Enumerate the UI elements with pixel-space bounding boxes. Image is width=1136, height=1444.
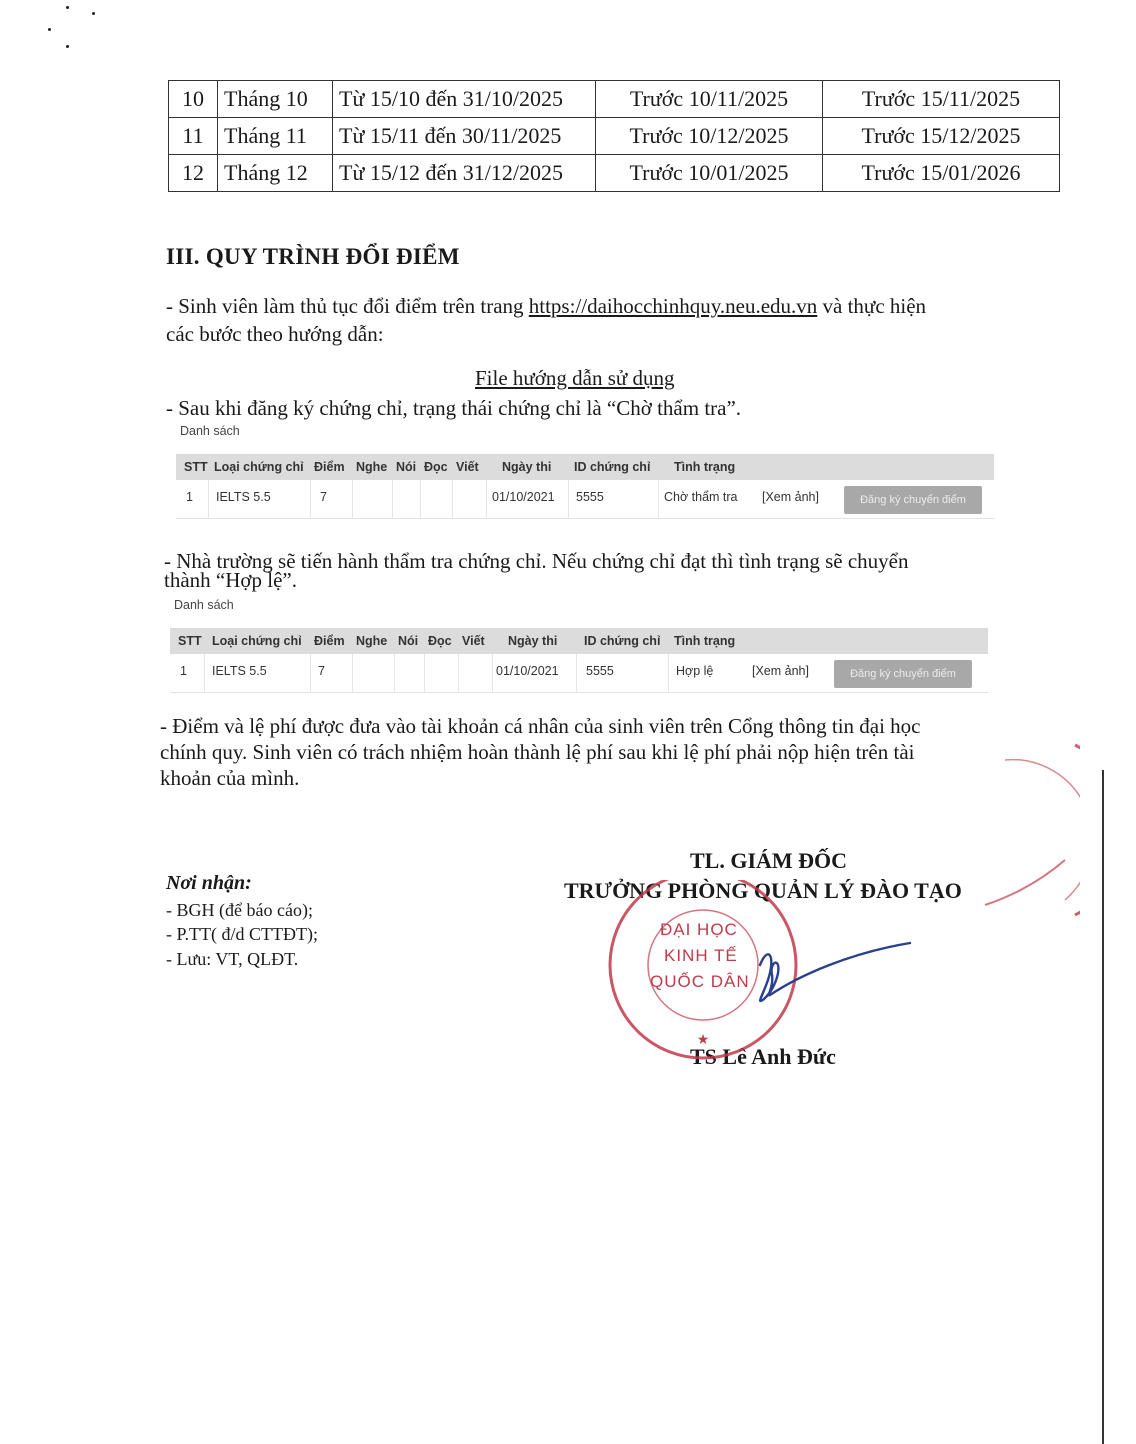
header-stt: STT (178, 634, 202, 648)
row-period: Từ 15/11 đến 30/11/2025 (333, 118, 596, 155)
header-speak: Nói (396, 460, 417, 474)
row-period: Từ 15/12 đến 31/12/2025 (333, 155, 596, 192)
signature-office: TRƯỞNG PHÒNG QUẢN LÝ ĐÀO TẠO (564, 878, 962, 903)
step1-text: - Sinh viên làm thủ tục đổi điểm trên trang (166, 294, 529, 318)
row-number: 10 (169, 81, 218, 118)
header-type: Loại chứng chỉ (212, 634, 302, 648)
cell-date: 01/10/2021 (496, 664, 559, 678)
register-transfer-button[interactable]: Đăng ký chuyển điểm (844, 486, 982, 514)
cell-id: 5555 (586, 664, 614, 678)
scan-speck (92, 12, 95, 15)
header-score: Điểm (314, 634, 345, 648)
cell-type: IELTS 5.5 (216, 490, 271, 504)
list-caption: Danh sách (180, 424, 240, 438)
step1-line1 (166, 292, 926, 320)
register-transfer-button[interactable]: Đăng ký chuyển điểm (834, 660, 972, 688)
row-deadline-1: Trước 10/12/2025 (596, 118, 823, 155)
view-image-link[interactable]: [Xem ảnh] (752, 664, 809, 678)
status-pending-screenshot (176, 424, 996, 528)
row-deadline-2: Trước 15/11/2025 (823, 81, 1060, 118)
recipient-item: - Lưu: VT, QLĐT. (166, 949, 299, 969)
recipient-item: - P.TT( đ/d CTTĐT); (166, 924, 318, 944)
status-valid: Hợp lệ (676, 664, 714, 678)
header-status: Tình trạng (674, 460, 736, 474)
step4-line1: - Điểm và lệ phí được đưa vào tài khoản cá nhân của sinh viên trên Cổng thông tin đại học (160, 714, 921, 738)
header-listen: Nghe (356, 460, 388, 474)
scan-speck (66, 6, 69, 9)
header-read: Đọc (428, 634, 452, 648)
cell-stt: 1 (186, 490, 193, 504)
header-write: Viết (462, 634, 485, 648)
svg-text:★: ★ (696, 1031, 710, 1047)
section-heading: III. QUY TRÌNH ĐỔI ĐIỂM (166, 244, 460, 269)
scan-speck (48, 28, 51, 31)
stamp-line: QUỐC DÂN (650, 972, 750, 991)
row-number: 12 (169, 155, 218, 192)
row-month: Tháng 11 (218, 118, 333, 155)
header-status: Tình trạng (674, 634, 736, 648)
step1-text-after: và thực hiện (817, 294, 927, 318)
signer-name: TS Lê Anh Đức (690, 1044, 836, 1069)
header-id: ID chứng chỉ (574, 460, 651, 474)
table-header (170, 628, 988, 654)
partial-stamp (975, 740, 1080, 920)
table-row (169, 81, 1060, 118)
table-row (176, 480, 994, 519)
header-score: Điểm (314, 460, 345, 474)
scan-speck (66, 45, 69, 48)
row-deadline-2: Trước 15/12/2025 (823, 118, 1060, 155)
cell-score: 7 (318, 664, 325, 678)
portal-link[interactable]: https://daihocchinhquy.neu.edu.vn (528, 294, 818, 318)
stamp-line: ĐẠI HỌC (660, 920, 738, 939)
row-period: Từ 15/10 đến 31/10/2025 (333, 81, 596, 118)
cell-type: IELTS 5.5 (212, 664, 267, 678)
step3-line1: - Nhà trường sẽ tiến hành thẩm tra chứng chỉ. Nếu chứng chỉ đạt thì tình trạng sẽ chuyển (164, 549, 909, 573)
step2-text: - Sau khi đăng ký chứng chỉ, trạng thái chứng chỉ là “Chờ thẩm tra”. (166, 396, 742, 420)
row-number: 11 (169, 118, 218, 155)
header-date: Ngày thi (502, 460, 552, 474)
status-pending: Chờ thẩm tra (664, 490, 738, 504)
signature-title: TL. GIÁM ĐỐC (690, 848, 848, 873)
row-month: Tháng 12 (218, 155, 333, 192)
step4-line3: khoản của mình. (160, 766, 300, 790)
cell-date: 01/10/2021 (492, 490, 555, 504)
view-image-link[interactable]: [Xem ảnh] (762, 490, 819, 504)
step1-line2: các bước theo hướng dẫn: (166, 322, 384, 346)
table-header (176, 454, 994, 480)
header-stt: STT (184, 460, 208, 474)
table-row (169, 155, 1060, 192)
table-row (169, 118, 1060, 155)
schedule-table (168, 80, 1060, 192)
row-month: Tháng 10 (218, 81, 333, 118)
header-type: Loại chứng chỉ (214, 460, 304, 474)
recipient-item: - BGH (để báo cáo); (166, 900, 313, 920)
scan-edge-line (1102, 770, 1104, 1444)
recipients-title: Nơi nhận: (166, 872, 252, 894)
row-deadline-2: Trước 15/01/2026 (823, 155, 1060, 192)
row-deadline-1: Trước 10/01/2025 (596, 155, 823, 192)
cell-id: 5555 (576, 490, 604, 504)
guide-file-link[interactable]: File hướng dẫn sử dụng (475, 366, 675, 390)
table-row (170, 654, 988, 693)
list-caption: Danh sách (174, 598, 234, 612)
header-write: Viết (456, 460, 479, 474)
cell-stt: 1 (180, 664, 187, 678)
header-read: Đọc (424, 460, 448, 474)
stamp-line: KINH TẾ (664, 946, 738, 965)
header-listen: Nghe (356, 634, 388, 648)
header-id: ID chứng chỉ (584, 634, 661, 648)
status-valid-screenshot (170, 598, 990, 702)
step4-line2: chính quy. Sinh viên có trách nhiệm hoàn thành lệ phí sau khi lệ phí phải nộp hiện trên tài (160, 740, 915, 764)
header-speak: Nói (398, 634, 419, 648)
step3-line2: thành “Hợp lệ”. (164, 568, 297, 592)
handwritten-signature (740, 935, 920, 1015)
row-deadline-1: Trước 10/11/2025 (596, 81, 823, 118)
cell-score: 7 (320, 490, 327, 504)
header-date: Ngày thi (508, 634, 558, 648)
